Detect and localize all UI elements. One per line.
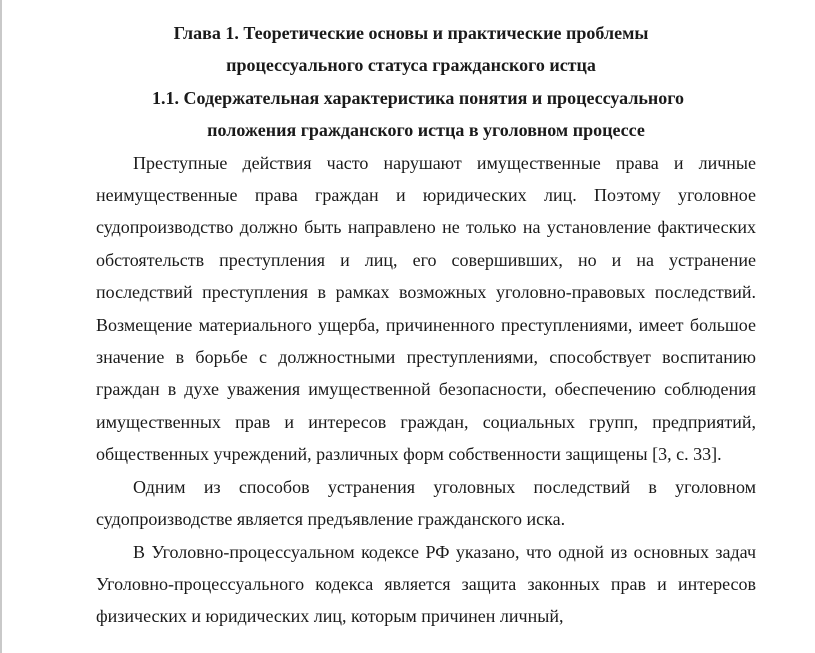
- body-paragraph-1: Преступные действия часто нарушают имущественные права и личные неимущественные права граждан и юридических лиц. Поэтому уголовное судопроизводство должно быть направлено не только на установление фактических обстоятельств преступления и лиц, его совершивших, но и на устранение последствий преступления в рамках возможных уголовно-правовых последствий. Возмещение материального ущерба, причиненного преступлениями, имеет большое значение в борьбе с должностными преступлениями, способствует воспитанию граждан в духе уважения имущественной безопасности, обеспечению соблюдения имущественных прав и интересов граждан, социальных групп, предприятий, общественных учреждений, различных форм собственности защищены [3, с. 33].: [96, 152, 756, 465]
- section-title-line-1: 1.1. Содержательная характеристика понятия и процессуального: [152, 87, 685, 108]
- section-title-line-2: положения гражданского истца в уголовном процессе: [207, 120, 645, 141]
- document-page: [96, 17, 756, 633]
- chapter-title-line-1: Глава 1. Теоретические основы и практические проблемы: [173, 23, 649, 43]
- chapter-title-line-2: процессуального статуса гражданского истца: [226, 55, 596, 76]
- page-left-edge: [0, 0, 2, 653]
- body-paragraph-3: В Уголовно-процессуальном кодексе РФ указано, что одной из основных задач Уголовно-процессуального кодекса является защита законных прав и интересов физических и юридических лиц, которым причинен личный,: [96, 541, 756, 627]
- section-title: [96, 82, 756, 147]
- body-paragraph-2: Одним из способов устранения уголовных последствий в уголовном судопроизводстве является предъявление гражданского иска.: [96, 476, 756, 530]
- chapter-title: [96, 17, 726, 82]
